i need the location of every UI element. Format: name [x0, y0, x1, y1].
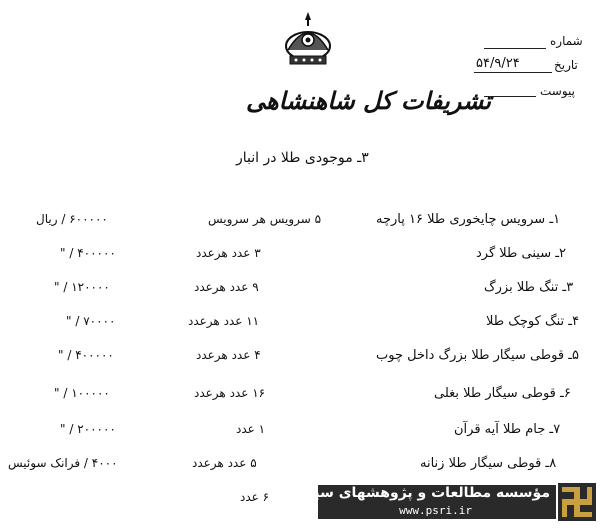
item-value: ۷۰۰۰۰ / ": [66, 314, 116, 328]
item-value: ۲۰۰۰۰۰ / ": [60, 422, 116, 436]
item-quantity: ۱۶ عدد هرعدد: [194, 386, 266, 400]
item-quantity: ۵ سرویس هر سرویس: [208, 212, 322, 226]
footer-org-name: مؤسسه مطالعات و پژوهشهای سیاسی: [281, 485, 550, 501]
item-quantity: ۳ عدد هرعدد: [196, 246, 261, 260]
last-row-quantity: ۶ عدد: [240, 490, 270, 504]
item-description: ۷ـ جام طلا آیه قرآن: [454, 422, 561, 437]
attachment-label: پیوست: [540, 84, 575, 98]
item-description: ۳ـ تنگ طلا بزرگ: [484, 280, 574, 295]
item-description: ۴ـ تنگ کوچک طلا: [486, 314, 580, 329]
item-quantity: ۵ عدد هرعدد: [192, 456, 257, 470]
section-title: ۳ـ موجودی طلا در انبار: [236, 150, 369, 166]
item-value: ۱۰۰۰۰۰ / ": [54, 386, 110, 400]
organization-title: تشریفات کل شاهنشاهی: [246, 86, 492, 115]
item-description: ۲ـ سینی طلا گرد: [476, 246, 567, 261]
item-quantity: ۹ عدد هرعدد: [194, 280, 259, 294]
item-description: ۱ـ سرویس چایخوری طلا ۱۶ پارچه: [376, 212, 561, 227]
number-field-line: [484, 48, 546, 49]
item-description: ۶ـ قوطی سیگار طلا بغلی: [434, 386, 571, 401]
item-description: ۵ـ قوطی سیگار طلا بزرگ داخل چوب: [376, 348, 580, 363]
date-value: ۵۴/۹/۲۴: [476, 56, 520, 71]
institute-logo-icon: [558, 483, 596, 521]
item-quantity: ۱ عدد: [236, 422, 266, 436]
item-value: ۶۰۰۰۰۰ / ریال: [36, 212, 108, 226]
item-value: ۴۰۰۰۰۰ / ": [58, 348, 114, 362]
item-value: ۱۲۰۰۰۰ / ": [54, 280, 110, 294]
item-value: ۴۰۰۰۰۰ / ": [60, 246, 116, 260]
item-quantity: ۱۱ عدد هرعدد: [188, 314, 260, 328]
attachment-field-line: [484, 96, 536, 97]
crown-emblem-icon: [282, 10, 334, 70]
number-label: شماره: [550, 34, 583, 48]
footer-banner: [281, 485, 556, 519]
date-field-line: [474, 72, 552, 73]
date-label: تاریخ: [554, 58, 578, 72]
item-quantity: ۴ عدد هرعدد: [196, 348, 261, 362]
item-description: ۸ـ قوطی سیگار طلا زنانه: [420, 456, 557, 471]
footer-url: www.psri.ir: [399, 504, 472, 517]
item-value: ۴۰۰۰ / فرانک سوئیس: [8, 456, 118, 470]
